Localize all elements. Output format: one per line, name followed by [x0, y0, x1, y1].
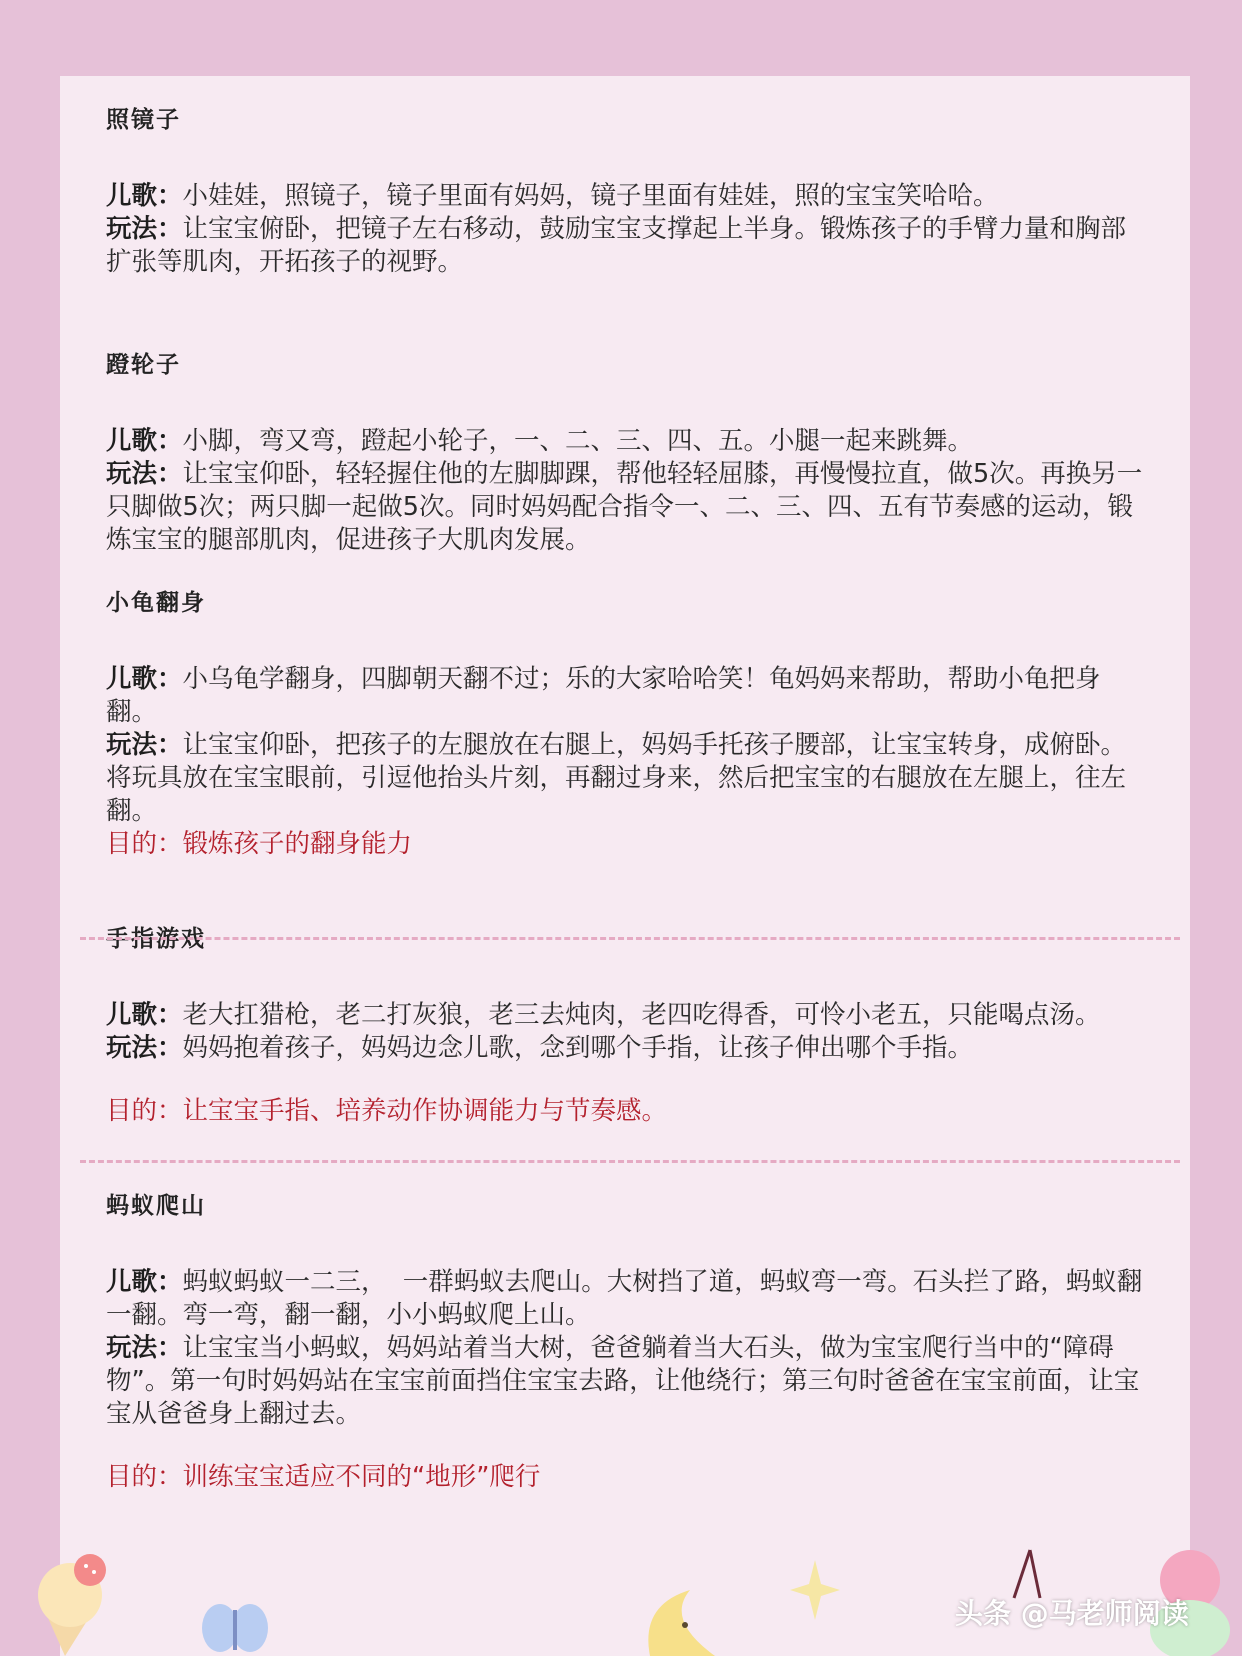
section-divider — [80, 1160, 1180, 1163]
ice-cream-icon — [20, 1540, 130, 1656]
song-text: 儿歌：小乌龟学翻身，四脚朝天翻不过；乐的大家哈哈笑！龟妈妈来帮助，帮助小龟把身翻。 — [106, 664, 1101, 727]
play-text: 玩法：妈妈抱着孩子，妈妈边念儿歌，念到哪个手指，让孩子伸出哪个手指。 — [106, 1033, 974, 1063]
play-text: 玩法：让宝宝俯卧，把镜子左右移动，鼓励宝宝支撑起上半身。锻炼孩子的手臂力量和胸部扩张等肌肉，开拓孩子的视野。 — [106, 214, 1127, 277]
section-title: 小龟翻身 — [106, 590, 206, 616]
watermark: 头条 @马老师阅读 — [955, 1597, 1189, 1630]
goal-text: 目的：锻炼孩子的翻身能力 — [106, 829, 413, 859]
song-text: 儿歌：小娃娃，照镜子，镜子里面有妈妈，镜子里面有娃娃，照的宝宝笑哈哈。 — [106, 181, 999, 211]
goal-text: 目的：让宝宝手指、培养动作协调能力与节奏感。 — [106, 1096, 668, 1126]
butterfly-icon — [200, 1600, 270, 1656]
section-divider — [80, 937, 1180, 940]
section-title: 照镜子 — [106, 107, 181, 133]
sparkle-icon — [790, 1560, 840, 1620]
song-text: 儿歌：蚂蚁蚂蚁一二三， 一群蚂蚁去爬山。大树挡了道，蚂蚁弯一弯。石头拦了路，蚂蚁翻一翻。弯一弯，翻一翻，小小蚂蚁爬上山。 — [106, 1267, 1143, 1330]
goal-text: 目的：训练宝宝适应不同的“地形”爬行 — [106, 1462, 541, 1492]
moon-icon — [630, 1585, 720, 1656]
song-text: 儿歌：小脚，弯又弯，蹬起小轮子，一、二、三、四、五。小腿一起来跳舞。 — [106, 426, 974, 456]
article-body — [106, 100, 1146, 1494]
play-text: 玩法：让宝宝仰卧，把孩子的左腿放在右腿上，妈妈手托孩子腰部，让宝宝转身，成俯卧。将玩具放在宝宝眼前，引逗他抬头片刻，再翻过身来，然后把宝宝的右腿放在左腿上，往左翻。 — [106, 730, 1127, 826]
section-title: 蹬轮子 — [106, 352, 181, 378]
section-title: 蚂蚁爬山 — [106, 1193, 206, 1219]
play-text: 玩法：让宝宝仰卧，轻轻握住他的左脚脚踝，帮他轻轻屈膝，再慢慢拉直，做5次。再换另一只脚做5次；两只脚一起做5次。同时妈妈配合指令一、二、三、四、五有节奏感的运动，锻炼宝宝的腿部肌肉，促进孩子大肌肉发展。 — [106, 459, 1143, 555]
song-text: 儿歌：老大扛猎枪，老二打灰狼，老三去炖肉，老四吃得香，可怜小老五，只能喝点汤。 — [106, 1000, 1101, 1030]
play-text: 玩法：让宝宝当小蚂蚁，妈妈站着当大树，爸爸躺着当大石头，做为宝宝爬行当中的“障碍物”。第一句时妈妈站在宝宝前面挡住宝宝去路，让他绕行；第三句时爸爸在宝宝前面，让宝宝从爸爸身上翻过去。 — [106, 1333, 1140, 1429]
section-title: 手指游戏 — [106, 926, 206, 952]
